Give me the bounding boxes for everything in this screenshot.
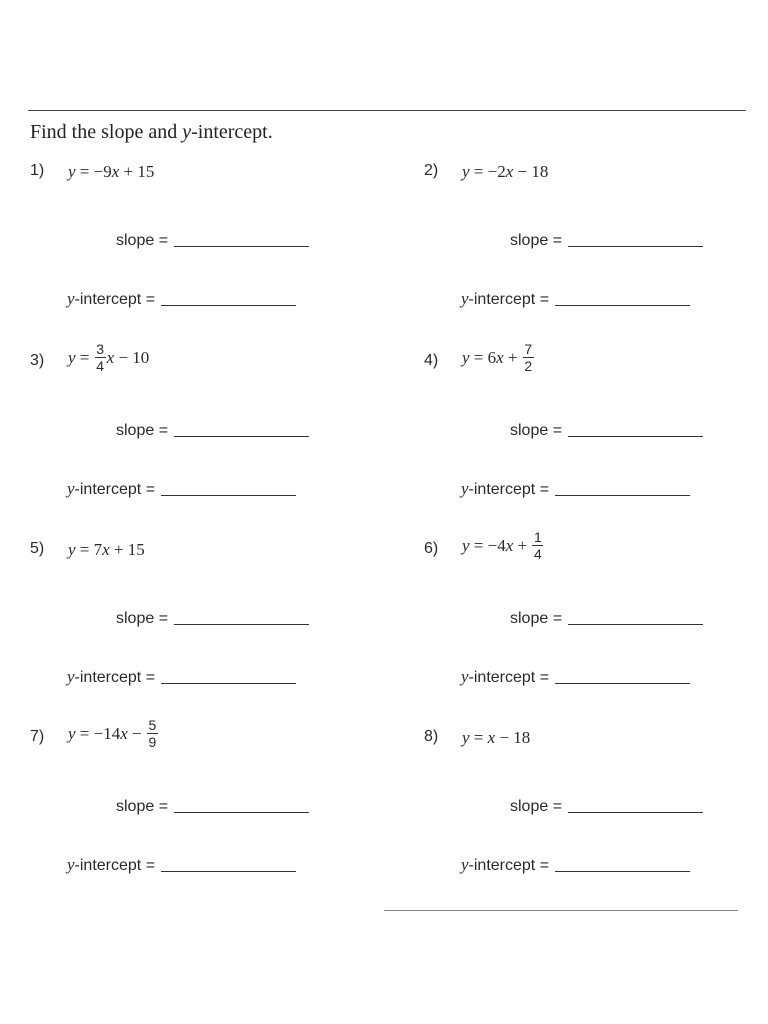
slope-answer-blank[interactable] [568,246,703,247]
y-intercept-answer-row: y-intercept = [461,289,690,309]
fraction: $\frac{7}{2}$ [524,341,533,374]
y-intercept-answer-row: y-intercept = [67,667,296,687]
slope-answer-blank[interactable] [174,436,309,437]
slope-answer-blank[interactable] [174,246,309,247]
y-intercept-answer-blank[interactable] [555,495,690,496]
problem-number: 5) [30,540,45,557]
slope-answer-blank[interactable] [174,624,309,625]
problem-number: 3) [30,352,45,369]
problem-number: 4) [424,352,439,369]
fraction: $\frac{3}{4}$ [96,341,105,374]
slope-answer-row: slope = [510,798,703,816]
fraction: $\frac{1}{4}$ [533,529,542,562]
y-intercept-answer-row: y-intercept = [461,479,690,499]
top-divider [28,110,746,111]
problem-7 [30,717,370,908]
slope-answer-blank[interactable] [568,436,703,437]
y-intercept-answer-blank[interactable] [555,683,690,684]
problem-6 [424,529,764,720]
equation: y = −14 x − $\frac{5}{9}$ [68,717,157,750]
y-intercept-answer-blank[interactable] [555,871,690,872]
worksheet-title: Find the slope and y-intercept. [30,121,273,143]
problem-number: 7) [30,728,45,745]
slope-answer-row: slope = [510,610,703,628]
slope-answer-row: slope = [116,610,309,628]
equation: y = −2 x − 18 [462,162,549,181]
problem-4 [424,341,764,532]
y-intercept-answer-blank[interactable] [161,495,296,496]
y-intercept-answer-row: y-intercept = [67,289,296,309]
problem-number: 6) [424,540,439,557]
problem-5 [30,540,370,720]
y-intercept-answer-blank[interactable] [161,683,296,684]
problem-1 [30,162,370,342]
problem-8 [424,728,764,908]
y-intercept-answer-row: y-intercept = [67,479,296,499]
bottom-divider [384,910,738,911]
equation: y = −4 x + $\frac{1}{4}$ [462,529,542,562]
slope-answer-blank[interactable] [568,624,703,625]
slope-answer-row: slope = [116,798,309,816]
y-intercept-answer-row: y-intercept = [67,855,296,875]
slope-answer-row: slope = [116,422,309,440]
slope-answer-blank[interactable] [568,812,703,813]
y-intercept-answer-blank[interactable] [555,305,690,306]
y-intercept-answer-row: y-intercept = [461,667,690,687]
y-intercept-answer-blank[interactable] [161,305,296,306]
y-intercept-answer-row: y-intercept = [461,855,690,875]
slope-answer-row: slope = [510,232,703,250]
problem-2 [424,162,764,342]
problem-3 [30,341,370,532]
slope-answer-row: slope = [510,422,703,440]
problem-number: 8) [424,728,439,745]
slope-answer-blank[interactable] [174,812,309,813]
fraction: $\frac{5}{9}$ [148,717,157,750]
equation: y = 6 x + $\frac{7}{2}$ [462,341,533,374]
equation: y = x − 18 [462,728,531,747]
y-intercept-answer-blank[interactable] [161,871,296,872]
problem-number: 1) [30,162,45,179]
slope-answer-row: slope = [116,232,309,250]
equation: y = 7 x + 15 [68,540,145,559]
equation: y = −9 x + 15 [68,162,155,181]
equation: y = $\frac{3}{4}$ x − 10 [68,341,150,374]
problem-number: 2) [424,162,439,179]
